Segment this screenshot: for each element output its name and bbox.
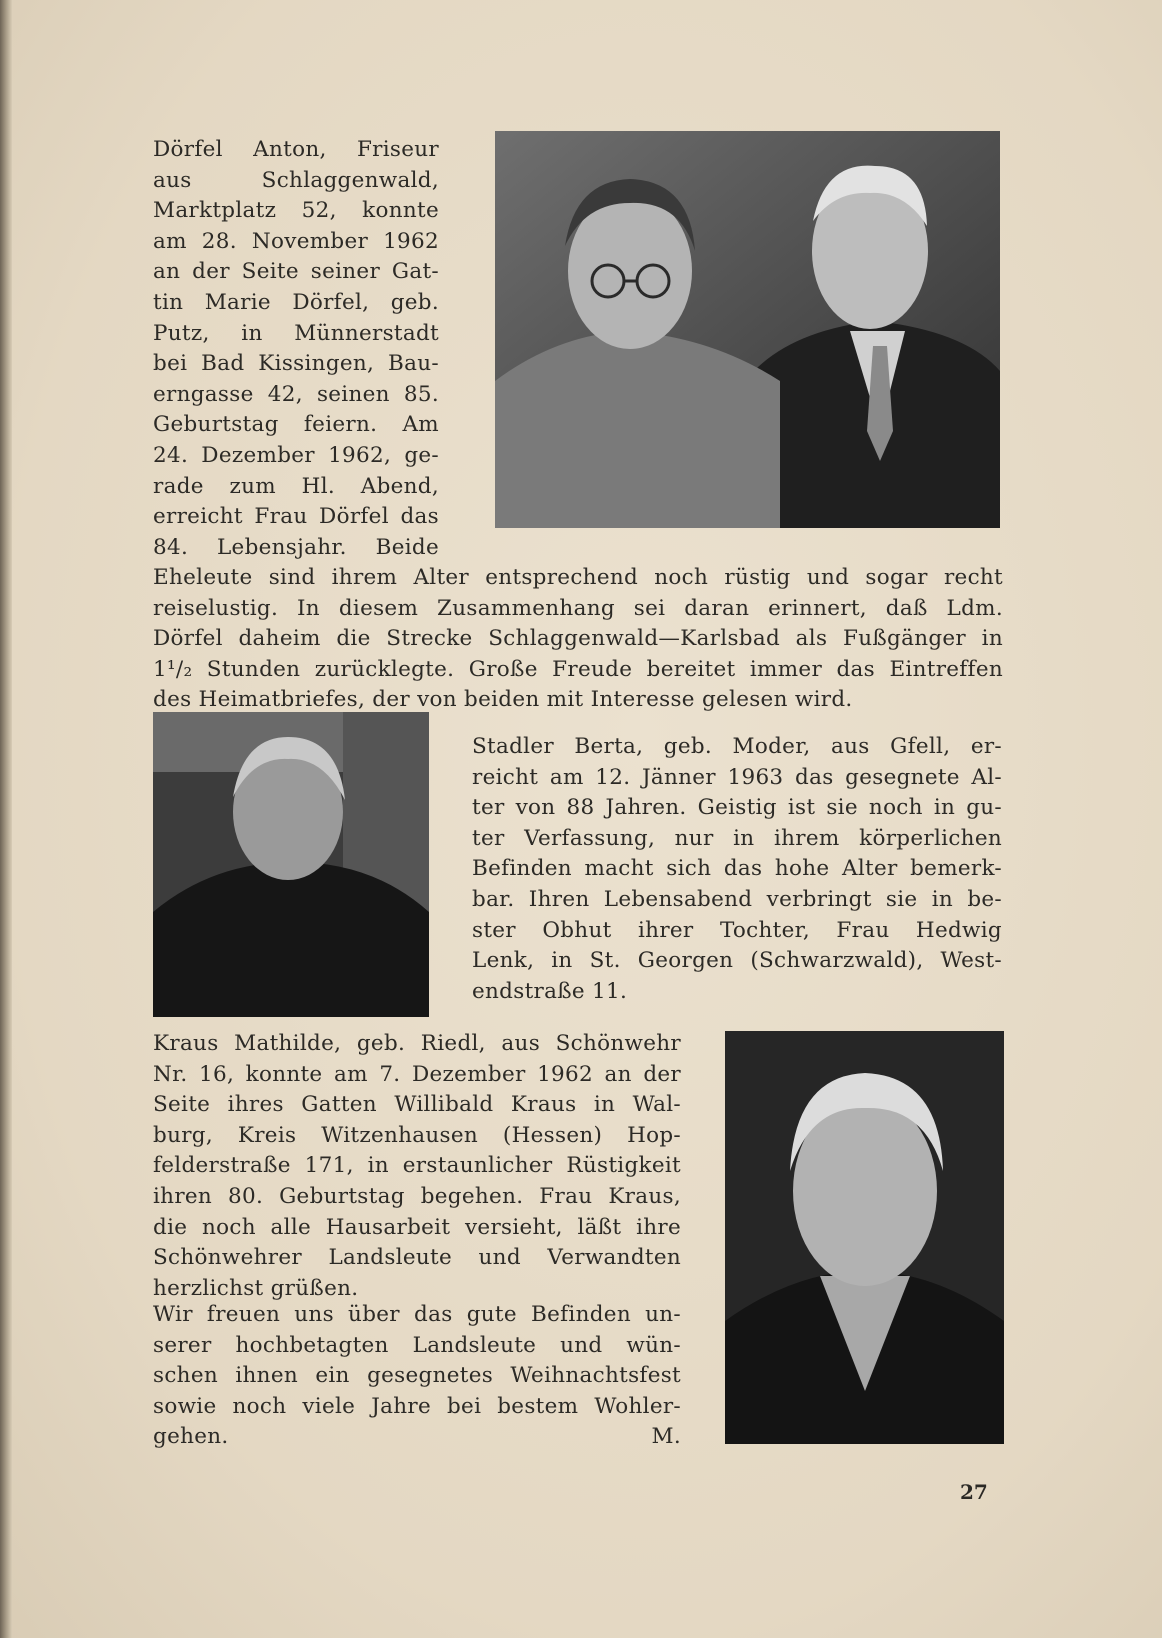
text-line: rade zum Hl. Abend, <box>153 473 439 499</box>
text-line: Befinden macht sich das hohe Alter bemerk- <box>472 856 1002 882</box>
photo-stadler-image <box>153 712 429 1017</box>
text-line: ihren 80. Geburtstag begehen. Frau Kraus, <box>153 1183 681 1209</box>
text-line: Schönwehrer Landsleute und Verwandten <box>153 1245 681 1271</box>
text-line: bar. Ihren Lebensabend verbringt sie in be- <box>472 886 1002 912</box>
text-line: Seite ihres Gatten Willibald Kraus in Wal- <box>153 1092 681 1118</box>
text-line: serer hochbetagten Landsleute und wün- <box>153 1332 681 1358</box>
photo-kraus <box>725 1031 1004 1444</box>
text-line: Geburtstag feiern. Am <box>153 412 439 438</box>
text-line: Nr. 16, konnte am 7. Dezember 1962 an der <box>153 1061 681 1087</box>
closing-paragraph <box>153 1300 681 1453</box>
closing-last-line <box>153 1422 681 1453</box>
text-line: am 28. November 1962 <box>153 228 439 254</box>
article-stadler <box>472 732 1002 1007</box>
text-line: aus Schlaggenwald, <box>153 167 439 193</box>
text-line: 84. Lebensjahr. Beide <box>153 534 439 560</box>
text-line: Eheleute sind ihrem Alter entsprechend noch rüstig und sogar recht <box>153 565 1003 590</box>
photo-stadler <box>153 712 429 1017</box>
text-line: sowie noch viele Jahre bei bestem Wohler- <box>153 1393 681 1419</box>
text-line: des Heimatbriefes, der von beiden mit Interesse gelesen wird. <box>153 687 853 713</box>
text-line: Wir freuen uns über das gute Befinden un- <box>153 1302 681 1327</box>
text-line: reicht am 12. Jänner 1963 das gesegnete Al- <box>472 764 1002 790</box>
text-line: die noch alle Hausarbeit versieht, läßt ihre <box>153 1214 681 1240</box>
text-line: Marktplatz 52, konnte <box>153 198 439 224</box>
photo-couple <box>495 131 1000 528</box>
text-line: endstraße 11. <box>472 978 628 1004</box>
text-line: 24. Dezember 1962, ge- <box>153 442 439 468</box>
text-line: ter von 88 Jahren. Geistig ist sie noch in gu- <box>472 795 1002 821</box>
text-line: gehen. <box>153 1424 229 1450</box>
text-line: schen ihnen ein gesegnetes Weihnachtsfest <box>153 1363 681 1389</box>
text-line: an der Seite seiner Gat- <box>153 259 439 285</box>
text-line: burg, Kreis Witzenhausen (Hessen) Hop- <box>153 1122 681 1148</box>
article-doerfel-intro <box>153 135 439 563</box>
text-line: felderstraße 171, in erstaunlicher Rüstigkeit <box>153 1153 681 1179</box>
text-line: Putz, in Münnerstadt <box>153 320 439 346</box>
photo-couple-image <box>495 131 1000 528</box>
text-line: Stadler Berta, geb. Moder, aus Gfell, er- <box>472 734 1002 759</box>
text-line: ter Verfassung, nur in ihrem körperlichen <box>472 825 1002 851</box>
text-line: erreicht Frau Dörfel das <box>153 504 439 530</box>
text-line: erngasse 42, seinen 85. <box>153 381 439 407</box>
text-line: ster Obhut ihrer Tochter, Frau Hedwig <box>472 917 1002 943</box>
text-line: bei Bad Kissingen, Bau- <box>153 351 439 377</box>
text-line: Dörfel Anton, Friseur <box>153 137 439 162</box>
article-kraus <box>153 1029 681 1304</box>
page-number: 27 <box>960 1480 988 1504</box>
text-line: Lenk, in St. Georgen (Schwarzwald), West- <box>472 948 1002 974</box>
text-line: herzlichst grüßen. <box>153 1275 359 1301</box>
text-line: reiselustig. In diesem Zusammenhang sei daran erinnert, daß Ldm. <box>153 595 1003 621</box>
author-signature: M. <box>651 1424 681 1450</box>
photo-kraus-image <box>725 1031 1004 1444</box>
article-doerfel-continued <box>153 563 1003 716</box>
page-binding-edge <box>0 0 12 1638</box>
text-line: Kraus Mathilde, geb. Riedl, aus Schönwehr <box>153 1031 681 1056</box>
text-line: Dörfel daheim die Strecke Schlaggenwald—Karlsbad als Fußgänger in <box>153 626 1003 652</box>
text-line: tin Marie Dörfel, geb. <box>153 289 439 315</box>
text-line: 1¹/₂ Stunden zurücklegte. Große Freude bereitet immer das Eintreffen <box>153 656 1003 682</box>
